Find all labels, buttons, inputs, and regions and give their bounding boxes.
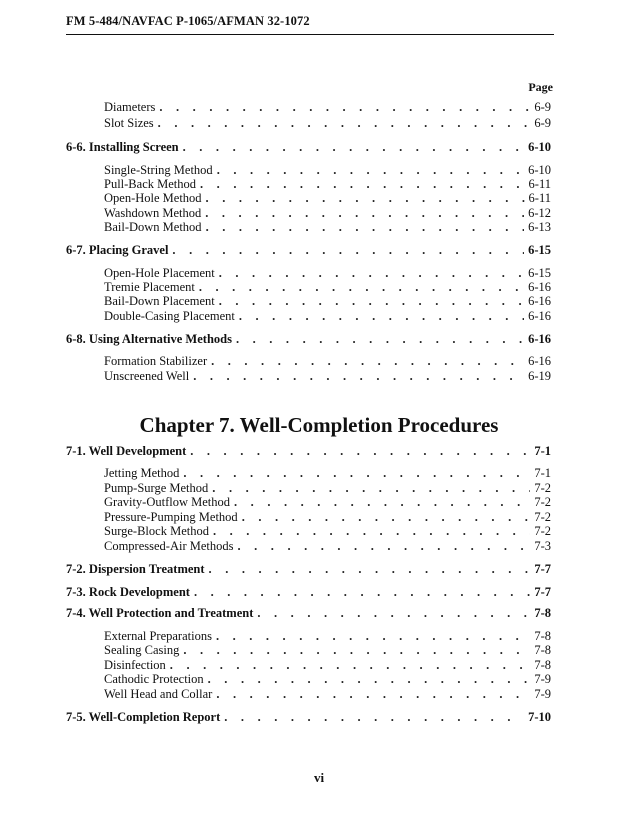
toc-entry-label: Sealing Casing — [104, 643, 180, 657]
toc-entry-label: Pull-Back Method — [104, 177, 197, 191]
toc-section-entry — [66, 444, 551, 458]
toc-entry-label: 7-3. Rock Development — [66, 585, 190, 599]
toc-subentry — [104, 539, 551, 553]
toc-entry-label: Open-Hole Placement — [104, 266, 215, 280]
page-number: vi — [313, 770, 325, 785]
toc-section-entry — [66, 140, 551, 154]
toc-entry-page: 7-3 — [534, 539, 551, 553]
toc-entry-page: 7-9 — [534, 672, 551, 686]
toc-subentry — [104, 163, 551, 177]
toc-entry-label: Diameters — [104, 100, 156, 114]
dot-leader — [219, 266, 524, 280]
toc-entry-page: 6-11 — [528, 177, 551, 191]
toc-entry-label: 6-8. Using Alternative Methods — [66, 332, 232, 346]
toc-entry-label: Bail-Down Method — [104, 220, 202, 234]
dot-leader — [216, 629, 530, 643]
toc-entry-label: 7-5. Well-Completion Report — [66, 710, 221, 724]
toc-entry-page: 7-1 — [534, 444, 551, 458]
toc-entry-page: 6-16 — [528, 294, 551, 308]
toc-subentry — [104, 116, 551, 130]
toc-subentry — [104, 629, 551, 643]
toc-entry-label: 7-4. Well Protection and Treatment — [66, 606, 254, 620]
toc-entry-label: Single-String Method — [104, 163, 213, 177]
dot-leader — [208, 672, 531, 686]
toc-entry-label: Unscreened Well — [104, 369, 190, 383]
toc-entry-page: 6-11 — [528, 191, 551, 205]
toc-entry-page: 7-8 — [534, 658, 551, 672]
dot-leader — [183, 140, 524, 154]
toc-entry-page: 7-2 — [534, 481, 551, 495]
toc-entry-page: 6-15 — [528, 243, 551, 257]
dot-leader — [224, 710, 524, 724]
toc-entry-label: Washdown Method — [104, 206, 202, 220]
dot-leader — [213, 524, 530, 538]
toc-entry-label: Cathodic Protection — [104, 672, 204, 686]
toc-entry-page: 7-8 — [534, 629, 551, 643]
toc-section-entry — [66, 585, 551, 599]
chapter-title: Chapter 7. Well-Completion Procedures — [139, 413, 499, 437]
dot-leader — [236, 332, 524, 346]
dot-leader — [205, 206, 524, 220]
toc-section-entry — [66, 562, 551, 576]
toc-entry-page: 7-8 — [534, 643, 551, 657]
toc-entry-page: 6-16 — [528, 309, 551, 323]
toc-entry-page: 6-16 — [528, 354, 551, 368]
dot-leader — [170, 658, 531, 672]
dot-leader — [172, 243, 524, 257]
toc-entry-page: 6-12 — [528, 206, 551, 220]
dot-leader — [206, 191, 525, 205]
document-header: FM 5-484/NAVFAC P-1065/AFMAN 32-1072 — [66, 14, 554, 35]
toc-subentry — [104, 266, 551, 280]
toc-subentry — [104, 643, 551, 657]
toc-entry-page: 7-9 — [534, 687, 551, 701]
toc-subentry — [104, 309, 551, 323]
toc-entry-label: Jetting Method — [104, 466, 180, 480]
dot-leader — [216, 687, 530, 701]
toc-subentry — [104, 294, 551, 308]
toc-subentry — [104, 658, 551, 672]
toc-entry-label: Bail-Down Placement — [104, 294, 215, 308]
toc-section-entry — [66, 710, 551, 724]
toc-subentry — [104, 220, 551, 234]
toc-entry-page: 7-7 — [534, 562, 551, 576]
dot-leader — [183, 466, 530, 480]
toc-entry-page: 6-16 — [528, 332, 551, 346]
toc-subentry — [104, 524, 551, 538]
dot-leader — [200, 177, 525, 191]
toc-entry-page: 7-2 — [534, 510, 551, 524]
dot-leader — [257, 606, 530, 620]
toc-section-entry — [66, 243, 551, 257]
dot-leader — [159, 100, 530, 114]
toc-section-entry — [66, 332, 551, 346]
dot-leader — [206, 220, 525, 234]
toc-entry-page: 6-9 — [534, 116, 551, 130]
toc-entry-label: Tremie Placement — [104, 280, 195, 294]
toc-subentry — [104, 100, 551, 114]
toc-entry-label: 7-2. Dispersion Treatment — [66, 562, 205, 576]
toc-subentry — [104, 177, 551, 191]
dot-leader — [211, 354, 524, 368]
toc-entry-label: Surge-Block Method — [104, 524, 209, 538]
toc-entry-page: 7-7 — [534, 585, 551, 599]
dot-leader — [238, 539, 531, 553]
toc-subentry — [104, 466, 551, 480]
toc-entry-label: Gravity-Outflow Method — [104, 495, 231, 509]
toc-entry-page: 7-1 — [534, 466, 551, 480]
dot-leader — [193, 369, 524, 383]
toc-subentry — [104, 510, 551, 524]
toc-entry-label: 7-1. Well Development — [66, 444, 187, 458]
toc-entry-page: 6-16 — [528, 280, 551, 294]
toc-entry-page: 7-2 — [534, 495, 551, 509]
dot-leader — [217, 163, 524, 177]
toc-subentry — [104, 280, 551, 294]
toc-entry-page: 6-9 — [534, 100, 551, 114]
toc-entry-label: Pump-Surge Method — [104, 481, 209, 495]
toc-entry-page: 6-13 — [528, 220, 551, 234]
toc-subentry — [104, 369, 551, 383]
toc-entry-page: 7-10 — [528, 710, 551, 724]
dot-leader — [234, 495, 530, 509]
page-column-label: Page — [528, 80, 553, 94]
toc-entry-label: Slot Sizes — [104, 116, 154, 130]
toc-entry-label: Open-Hole Method — [104, 191, 202, 205]
toc-subentry — [104, 495, 551, 509]
toc-entry-label: 6-6. Installing Screen — [66, 140, 179, 154]
toc-entry-page: 7-8 — [534, 606, 551, 620]
toc-entry-page: 6-15 — [528, 266, 551, 280]
dot-leader — [239, 309, 524, 323]
dot-leader — [183, 643, 530, 657]
toc-entry-label: External Preparations — [104, 629, 212, 643]
toc-entry-label: Disinfection — [104, 658, 166, 672]
dot-leader — [209, 562, 531, 576]
dot-leader — [219, 294, 524, 308]
toc-entry-page: 6-10 — [528, 163, 551, 177]
toc-entry-label: Well Head and Collar — [104, 687, 213, 701]
toc-subentry — [104, 354, 551, 368]
toc-entry-label: Compressed-Air Methods — [104, 539, 234, 553]
toc-subentry — [104, 191, 551, 205]
toc-subentry — [104, 687, 551, 701]
dot-leader — [242, 510, 531, 524]
toc-subentry — [104, 672, 551, 686]
dot-leader — [190, 444, 530, 458]
toc-subentry — [104, 481, 551, 495]
toc-entry-page: 6-10 — [528, 140, 551, 154]
dot-leader — [158, 116, 531, 130]
toc-entry-label: Formation Stabilizer — [104, 354, 208, 368]
toc-entry-page: 7-2 — [534, 524, 551, 538]
dot-leader — [212, 481, 530, 495]
dot-leader — [194, 585, 530, 599]
toc-entry-label: Pressure-Pumping Method — [104, 510, 238, 524]
toc-entry-label: 6-7. Placing Gravel — [66, 243, 169, 257]
toc-section-entry — [66, 606, 551, 620]
dot-leader — [199, 280, 524, 294]
toc-subentry — [104, 206, 551, 220]
toc-entry-label: Double-Casing Placement — [104, 309, 235, 323]
toc-entry-page: 6-19 — [528, 369, 551, 383]
